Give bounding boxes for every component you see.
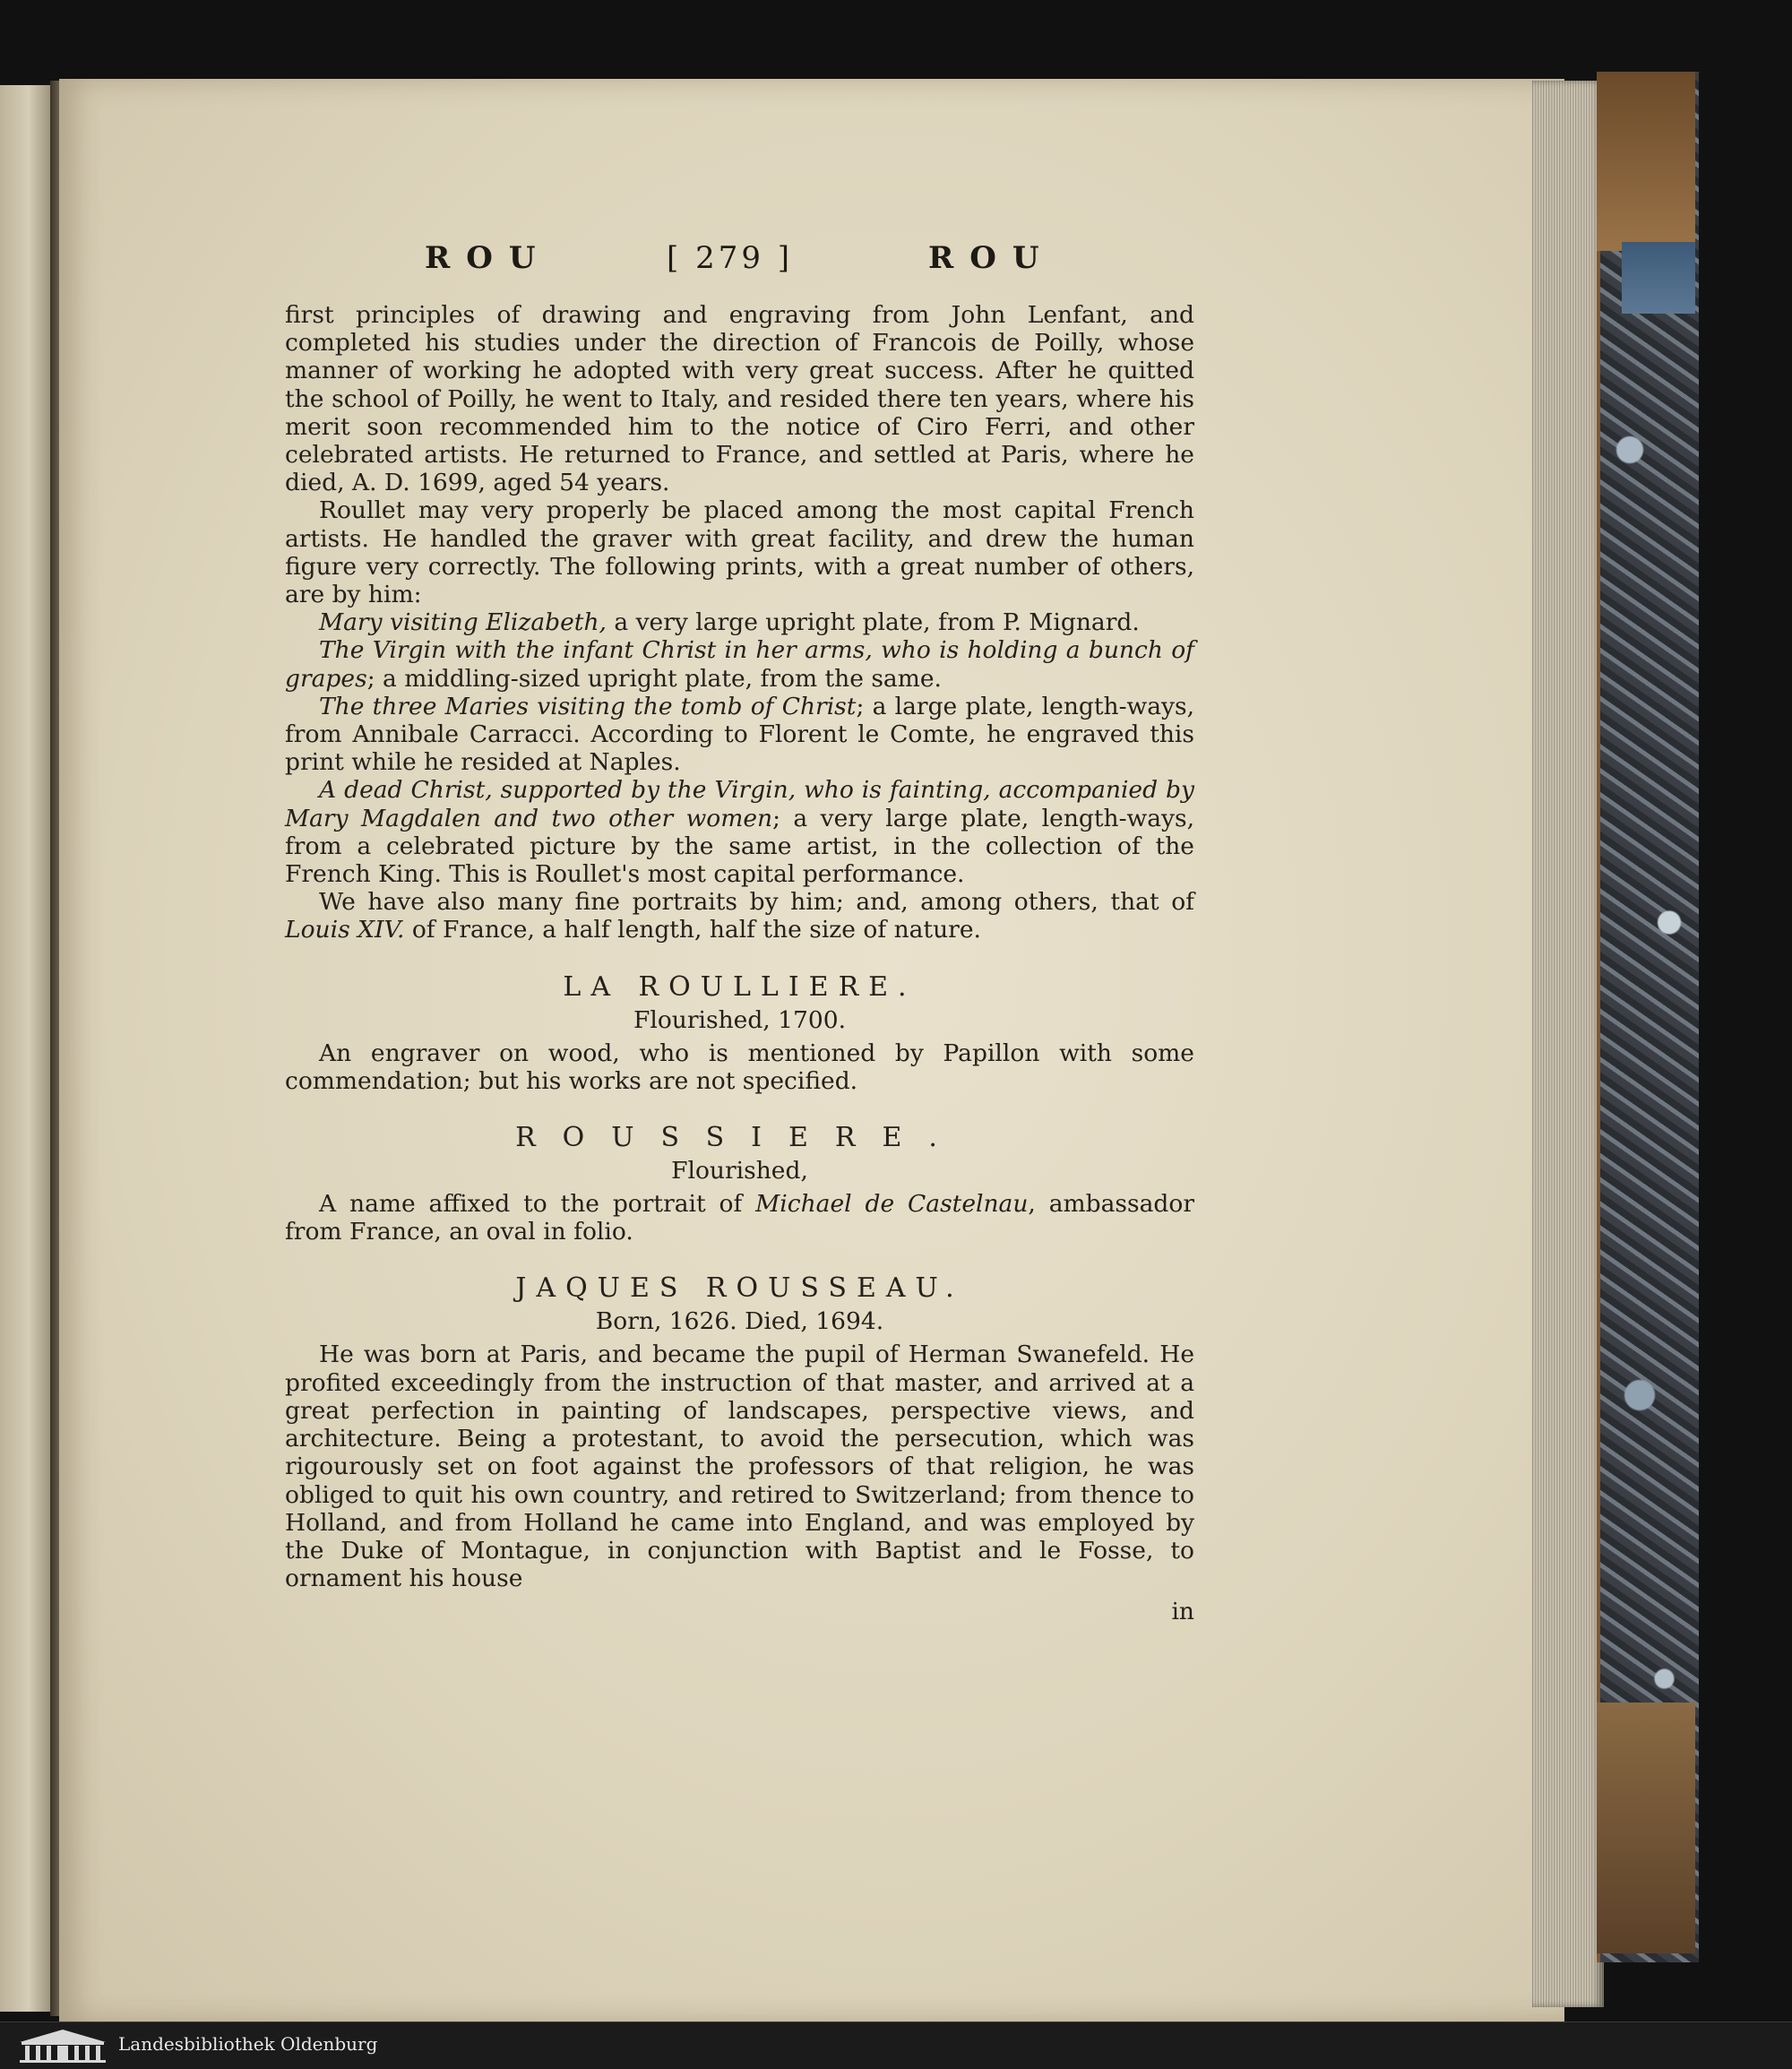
print-description: a very large upright plate, from P. Mignard. — [606, 608, 1140, 637]
print-title: The Virgin with the infant Christ in her arms, who is holding a bunch of grapes — [285, 636, 1194, 693]
running-header — [0, 240, 1792, 285]
footer-bar — [0, 2022, 1792, 2069]
paragraph-continuation: first principles of drawing and engraving from John Lenfant, and completed his studies under the direction of Francois de Poilly, whose manner of working he adopted with very great success. After he quitted the school of Poilly, he went to Italy, and resided there ten years, where his merit soon recommended him to the notice of Ciro Ferri, and other celebrated artists. He returned to France, and settled at Paris, where he died, A. D. 1699, aged 54 years. — [285, 301, 1194, 497]
library-building-icon — [16, 2028, 109, 2064]
text-run: A name affixed to the portrait of — [319, 1190, 756, 1219]
header-right: ROU — [928, 240, 1055, 276]
print-title: The three Maries visiting the tomb of Christ — [319, 692, 857, 720]
cover-leather-bottom — [1597, 1703, 1695, 1953]
portrait-name: Michael de Castelnau — [755, 1190, 1029, 1219]
paragraph-portraits — [285, 888, 1194, 944]
cover-leather-top — [1597, 72, 1695, 251]
print-description: ; a large plate, length-ways, from Annibale Carracci. According to Florent le Comte, he engraved this print while he resided at Naples. — [285, 692, 1195, 777]
print-title: Mary visiting Elizabeth, — [319, 608, 607, 637]
print-entry-1 — [285, 608, 1194, 636]
print-title: A dead Christ, supported by the Virgin, who is fainting, accompanied by Mary Magdalen and two other women — [285, 776, 1194, 832]
entry-heading-jaques-rousseau: JAQUES ROUSSEAU. — [515, 1272, 964, 1305]
page-text — [285, 301, 1194, 1626]
print-entry-2 — [285, 636, 1194, 692]
print-description: ; a middling-sized upright plate, from the same. — [366, 664, 942, 693]
print-description: ; a very large plate, length-ways, from a celebrated picture by the same artist, in the collection of the French King. This is Roullet's most capital performance. — [285, 804, 1194, 889]
entry-heading-roussiere: ROUSSIERE. — [515, 1122, 964, 1154]
entry-dates: Flourished, — [671, 1157, 808, 1185]
portrait-name: Louis XIV. — [285, 916, 405, 944]
library-name: Landesbibliothek Oldenburg — [118, 2033, 378, 2055]
text-run: of France, a half length, half the size of nature. — [404, 916, 981, 944]
entry-dates: Born, 1626. Died, 1694. — [595, 1307, 884, 1336]
entry-text: He was born at Paris, and became the pupil of Herman Swanefeld. He profited exceedingly from the instruction of that master, and arrived at a great perfection in painting of landscapes, perspective views, and architecture. Being a protestant, to avoid the persecution, which was rigourously set on foot against the professors of that religion, he was obliged to quit his own country, and retired to Switzerland; from thence to Holland, and from Holland he came into England, and was employed by the Duke of Montague, in conjunction with Baptist and le Fosse, to ornament his house — [285, 1341, 1194, 1593]
page-number: [ 279 ] — [667, 240, 794, 276]
paragraph-roullet: Roullet may very properly be placed among the most capital French artists. He handled the graver with great facility, and drew the human figure very correctly. The following prints, with a great number of others, are by him: — [285, 496, 1194, 609]
page-edges — [1532, 81, 1604, 2007]
text-run: , ambassador from France, an oval in folio. — [285, 1190, 1194, 1246]
entry-dates: Flourished, 1700. — [633, 1005, 847, 1034]
print-entry-3 — [285, 693, 1194, 777]
marbled-cover — [1597, 72, 1699, 1962]
entry-text: An engraver on wood, who is mentioned by Papillon with some commendation; but his works are not specified. — [285, 1039, 1194, 1095]
print-entry-4 — [285, 776, 1194, 888]
facing-page-edge — [0, 85, 52, 2012]
catchword: in — [1171, 1598, 1194, 1626]
header-left: ROU — [425, 240, 552, 276]
entry-heading-la-roulliere: LA ROULLIERE. — [563, 970, 917, 1003]
text-run: We have also many fine portraits by him; and, among others, that of — [319, 888, 1194, 917]
entry-text — [285, 1190, 1194, 1246]
